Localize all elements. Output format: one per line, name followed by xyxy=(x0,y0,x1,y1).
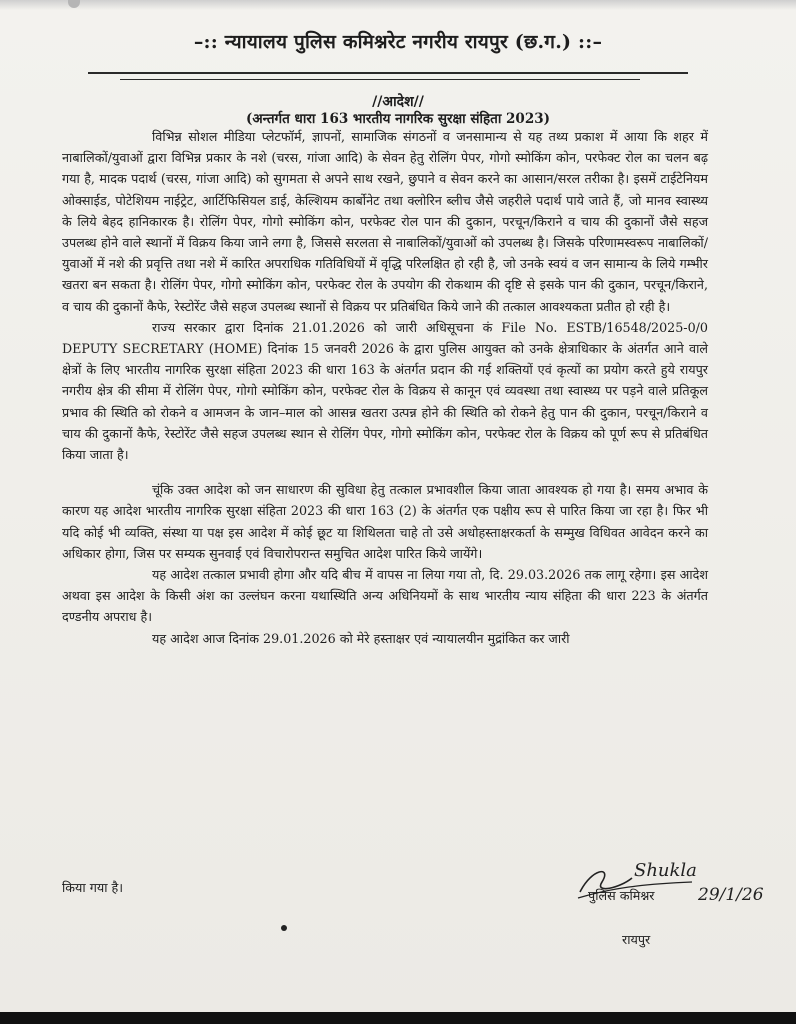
punch-hole xyxy=(68,0,80,8)
court-header: –:: न्यायालय पुलिस कमिश्नरेट नगरीय रायपुर (छ.ग.) ::– xyxy=(193,31,603,53)
order-subtitle: (अन्तर्गत धारा 163 भारतीय नागरिक सुरक्षा संहिता 2023) xyxy=(245,111,551,127)
header-rule xyxy=(88,72,688,74)
issued-text: किया गया है। xyxy=(62,880,124,895)
designation: पुलिस कमिश्नर xyxy=(588,888,655,903)
paragraph-notification: राज्य सरकार द्वारा दिनांक 21.01.2026 को जारी अधिसूचना कं File No. ESTB/16548/2025-0/0 DEPUTY SECRETARY (HOME) दिनांक 15 जनवरी 2026 के द्वारा पुलिस आयुक्त को उनके क्षेत्राधिकार के अंतर्गत आने वाले क्षेत्रों के लिए भारतीय नागरिक सुरक्षा संहिता 2023 की धारा 163 के अंतर्गत प्रदान की गई शक्तियों एवं कृत्यों का प्रयोग करते हुये रायपुर नगरीय क्षेत्र की सीमा में रोलिंग पेपर, गोगो स्मोकिंग कोन, परफेक्ट रोल के विक्रय से कानून एवं व्यवस्था तथा स्वास्थ्य पर पड़ने वाले प्रतिकूल प्रभाव की स्थिति को रोकने व आमजन के जान–माल को आसन्न खतरा उत्पन्न होने की स्थिति को रोकने हेतु पान की दुकान, परचून/किराने व चाय की दुकानों कैफे, रेस्टोरेंट जैसे सहज उपलब्ध स्थान से रोलिंग पेपर, गोगो स्मोकिंग कोन, परफेक्ट रोल के विक्रय को पूर्ण रूप से प्रतिबंधित किया जाता है। xyxy=(62,319,708,463)
paragraph-urgency: चूंकि उक्त आदेश को जन साधारण की सुविधा हेतु तत्काल प्रभावशील किया जाता आवश्यक हो गया है। समय अभाव के कारण यह आदेश भारतीय नागरिक सुरक्षा संहिता 2023 की धारा 163 (2) के अंतर्गत एक पक्षीय रूप से पारित किया जा रहा है। फिर भी यदि कोई भी व्यक्ति, संस्था या पक्ष इस आदेश में कोई छूट या शिथिलता चाहे तो उसे अधोहस्ताक्षरकर्ता के सम्मुख विधिवत आवेदन करने का अधिकार होगा, जिस पर सम्यक सुनवाई एवं विचारोपरान्त समुचित आदेश पारित किये जायेंगे। xyxy=(62,482,708,561)
signature-name: Shukla xyxy=(634,860,697,881)
paragraph-validity: यह आदेश तत्काल प्रभावी होगा और यदि बीच में वापस ना लिया गया तो, दि. 29.03.2026 तक लागू रहेगा। इस आदेश अथवा इस आदेश के किसी अंश का उल्लंघन करना यथास्थिति अन्य अधिनियमों के साथ भारतीय न्याय संहिता की धारा 223 के अंतर्गत दण्डनीय अपराध है। xyxy=(62,567,708,625)
paragraph-background: विभिन्न सोशल मीडिया प्लेटफॉर्म, ज्ञापनों, सामाजिक संगठनों व जनसामान्य से यह तथ्य प्रकाश में आया कि शहर में नाबालिकों/युवाओं द्वारा विभिन्न प्रकार के नशे (चरस, गांजा आदि) के सेवन हेतु रोलिंग पेपर, गोगो स्मोकिंग कोन, परफेक्ट रोल का चलन बढ़ गया है, मादक पदार्थ (चरस, गांजा आदि) को सुगमता से अपने साथ रखने, छुपाने व सेवन करने का आसान/सरल तरीका है। इसमें टाईटेनियम ओक्साईड, पोटेशियम नाईट्रेट, आर्टिफिसियल डाई, केल्शियम कार्बोनेट तथा क्लोरिन ब्लीच जैसे जहरीले पदार्थ पाये जाते हैं, जो मानव स्वास्थ्य के लिये बेहद हानिकारक है। रोलिंग पेपर, गोगो स्मोकिंग कोन, परफेक्ट रोल पान की दुकान, परचून/किराने व चाय की दुकानों जैसे सहज उपलब्ध होने वाले स्थानों में विक्रय किया जाने लगा है, जिससे सरलता से नाबालिकों/युवाओं को उपलब्ध है। जिसके परिणामस्वरूप नाबालिकों/युवाओं में नशे की प्रवृत्ति तथा नशे में कारित अपराधिक गतिविधियों में वृद्धि परिलक्षित हो रही है, जो उनके स्वयं व जन सामान्य के लिये गम्भीर खतरा बन सकता है। रोलिंग पेपर, गोगो स्मोकिंग कोन, परफेक्ट रोल के उपयोग की रोकथाम की दृष्टि से इसके पान की दुकान, परचून/किराने, व चाय की दुकानों कैफे, रेस्टोरेंट जैसे सहज उपलब्ध स्थानों से विक्रय पर प्रतिबंधित किये जाने की तत्काल आवश्यकता प्रतीत हो रही है। xyxy=(62,129,708,314)
photo-bottom-edge xyxy=(0,1012,796,1024)
photo-edge-shadow xyxy=(0,0,796,10)
order-body xyxy=(62,126,708,649)
order-title: //आदेश// xyxy=(372,94,424,110)
signature-date: 29/1/26 xyxy=(698,885,764,905)
header-rule-secondary xyxy=(120,79,640,80)
place: रायपुर xyxy=(622,932,651,947)
paragraph-issuance: यह आदेश आज दिनांक 29.01.2026 को मेरे हस्ताक्षर एवं न्यायालयीन मुद्रांकित कर जारी xyxy=(152,630,570,646)
ink-dot xyxy=(281,925,287,931)
